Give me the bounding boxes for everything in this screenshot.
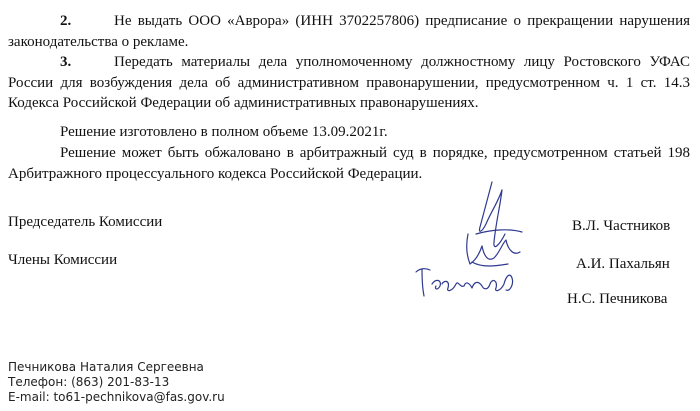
item-number: 3. bbox=[60, 54, 72, 70]
signature-stroke bbox=[476, 230, 522, 234]
footer-contact-name: Печникова Наталия Сергеевна bbox=[8, 360, 204, 374]
signature-stroke bbox=[472, 262, 508, 266]
item-3 bbox=[8, 52, 690, 114]
footer-email: E-mail: to61-pechnikova@fas.gov.ru bbox=[8, 390, 225, 404]
members-label: Члены Комиссии bbox=[8, 252, 118, 268]
signature-stroke bbox=[467, 234, 520, 264]
signature-stroke bbox=[432, 275, 513, 291]
decision-date: Решение изготовлено в полном объеме 13.09.2021г. bbox=[60, 124, 388, 140]
item-text: Не выдать ООО «Аврора» (ИНН 3702257806) предписание о прекращении нарушения законодательства о рекламе. bbox=[8, 13, 690, 50]
appeal-notice: Решение может быть обжаловано в арбитражный суд в порядке, предусмотренном статьей 198 Арбитражного процессуального кодекса Российской Федерации. bbox=[8, 145, 690, 182]
signature-stroke bbox=[416, 269, 430, 296]
signature-stroke bbox=[494, 190, 505, 247]
footer-phone: Телефон: (863) 201-83-13 bbox=[8, 375, 170, 389]
item-text: Передать материалы дела уполномоченному должностному лицу Ростовского УФАС России для возбуждения дела об административном правонарушении, предусмотренном ч. 1 ст. 14.3 Кодекса Российской Федерации об административных правонарушениях. bbox=[8, 54, 690, 111]
chair-label: Председатель Комиссии bbox=[8, 214, 163, 230]
chair-name: В.Л. Частников bbox=[572, 218, 671, 234]
handwritten-signatures bbox=[410, 172, 540, 307]
signature-stroke bbox=[479, 182, 502, 231]
item-number: 2. bbox=[60, 13, 72, 29]
member2-name: Н.С. Печникова bbox=[567, 291, 668, 307]
member1-name: А.И. Пахальян bbox=[576, 256, 670, 272]
item-2 bbox=[8, 11, 690, 52]
